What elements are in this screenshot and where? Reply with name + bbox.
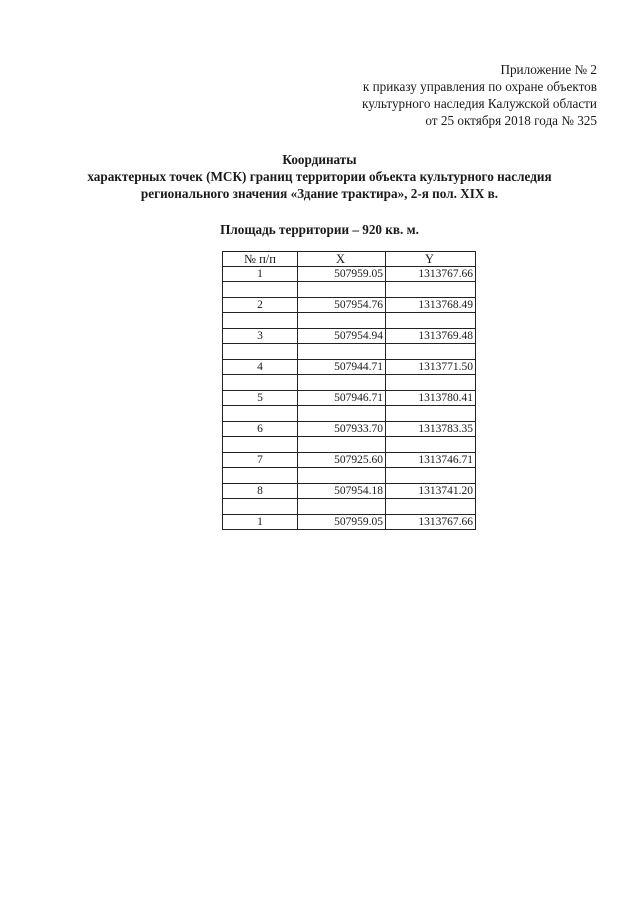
- spacer-cell: [386, 344, 476, 360]
- cell-y: 1313767.66: [386, 515, 476, 530]
- table-spacer-row: [223, 437, 476, 453]
- title-line: регионального значения «Здание трактира», 2-я пол. XIX в.: [140, 186, 499, 201]
- table-row: [223, 422, 476, 437]
- coordinates-table: [222, 251, 476, 530]
- cell-num: 2: [223, 298, 298, 313]
- cell-x: 507959.05: [298, 267, 386, 282]
- cell-y: 1313771.50: [386, 360, 476, 375]
- spacer-cell: [298, 468, 386, 484]
- spacer-cell: [298, 375, 386, 391]
- table-spacer-row: [223, 313, 476, 329]
- table-header-row: [223, 252, 476, 267]
- appendix-line: к приказу управления по охране объектов: [362, 79, 597, 94]
- territory-area: Площадь территории – 920 кв. м.: [220, 222, 419, 237]
- spacer-cell: [223, 344, 298, 360]
- cell-num: 1: [223, 515, 298, 530]
- title-line: характерных точек (МСК) границ территории объекта культурного наследия: [87, 169, 552, 184]
- cell-x: 507954.18: [298, 484, 386, 499]
- table-body: [223, 267, 476, 530]
- spacer-cell: [386, 437, 476, 453]
- cell-num: 6: [223, 422, 298, 437]
- spacer-cell: [223, 282, 298, 298]
- cell-y: 1313780.41: [386, 391, 476, 406]
- table-row: [223, 391, 476, 406]
- cell-x: 507946.71: [298, 391, 386, 406]
- appendix-header: [362, 61, 597, 129]
- table-row: [223, 267, 476, 282]
- cell-num: 4: [223, 360, 298, 375]
- table-row: [223, 484, 476, 499]
- spacer-cell: [223, 375, 298, 391]
- table-row: [223, 360, 476, 375]
- table-spacer-row: [223, 344, 476, 360]
- table-row: [223, 298, 476, 313]
- spacer-cell: [298, 313, 386, 329]
- table-spacer-row: [223, 499, 476, 515]
- spacer-cell: [223, 468, 298, 484]
- cell-y: 1313769.48: [386, 329, 476, 344]
- table-row: [223, 515, 476, 530]
- spacer-cell: [386, 282, 476, 298]
- cell-x: 507954.76: [298, 298, 386, 313]
- cell-num: 8: [223, 484, 298, 499]
- table-spacer-row: [223, 282, 476, 298]
- cell-x: 507925.60: [298, 453, 386, 468]
- cell-y: 1313767.66: [386, 267, 476, 282]
- spacer-cell: [223, 437, 298, 453]
- table-spacer-row: [223, 406, 476, 422]
- spacer-cell: [298, 437, 386, 453]
- spacer-cell: [386, 406, 476, 422]
- cell-num: 3: [223, 329, 298, 344]
- spacer-cell: [386, 313, 476, 329]
- appendix-line: Приложение № 2: [500, 62, 597, 77]
- cell-x: 507944.71: [298, 360, 386, 375]
- appendix-line: культурного наследия Калужской области: [362, 96, 597, 111]
- document-title: [0, 151, 639, 202]
- header-x: X: [298, 252, 386, 267]
- cell-num: 5: [223, 391, 298, 406]
- spacer-cell: [298, 406, 386, 422]
- table-row: [223, 329, 476, 344]
- spacer-cell: [386, 499, 476, 515]
- spacer-cell: [298, 282, 386, 298]
- cell-y: 1313741.20: [386, 484, 476, 499]
- cell-num: 1: [223, 267, 298, 282]
- cell-y: 1313768.49: [386, 298, 476, 313]
- header-y: Y: [386, 252, 476, 267]
- cell-y: 1313783.35: [386, 422, 476, 437]
- spacer-cell: [386, 375, 476, 391]
- spacer-cell: [386, 468, 476, 484]
- spacer-cell: [298, 499, 386, 515]
- cell-x: 507933.70: [298, 422, 386, 437]
- spacer-cell: [223, 406, 298, 422]
- title-line: Координаты: [282, 152, 357, 167]
- table-spacer-row: [223, 468, 476, 484]
- cell-x: 507959.05: [298, 515, 386, 530]
- cell-y: 1313746.71: [386, 453, 476, 468]
- table-spacer-row: [223, 375, 476, 391]
- spacer-cell: [223, 313, 298, 329]
- spacer-cell: [298, 344, 386, 360]
- table-row: [223, 453, 476, 468]
- spacer-cell: [223, 499, 298, 515]
- cell-num: 7: [223, 453, 298, 468]
- header-num: № п/п: [223, 252, 298, 267]
- cell-x: 507954.94: [298, 329, 386, 344]
- appendix-line: от 25 октября 2018 года № 325: [425, 113, 597, 128]
